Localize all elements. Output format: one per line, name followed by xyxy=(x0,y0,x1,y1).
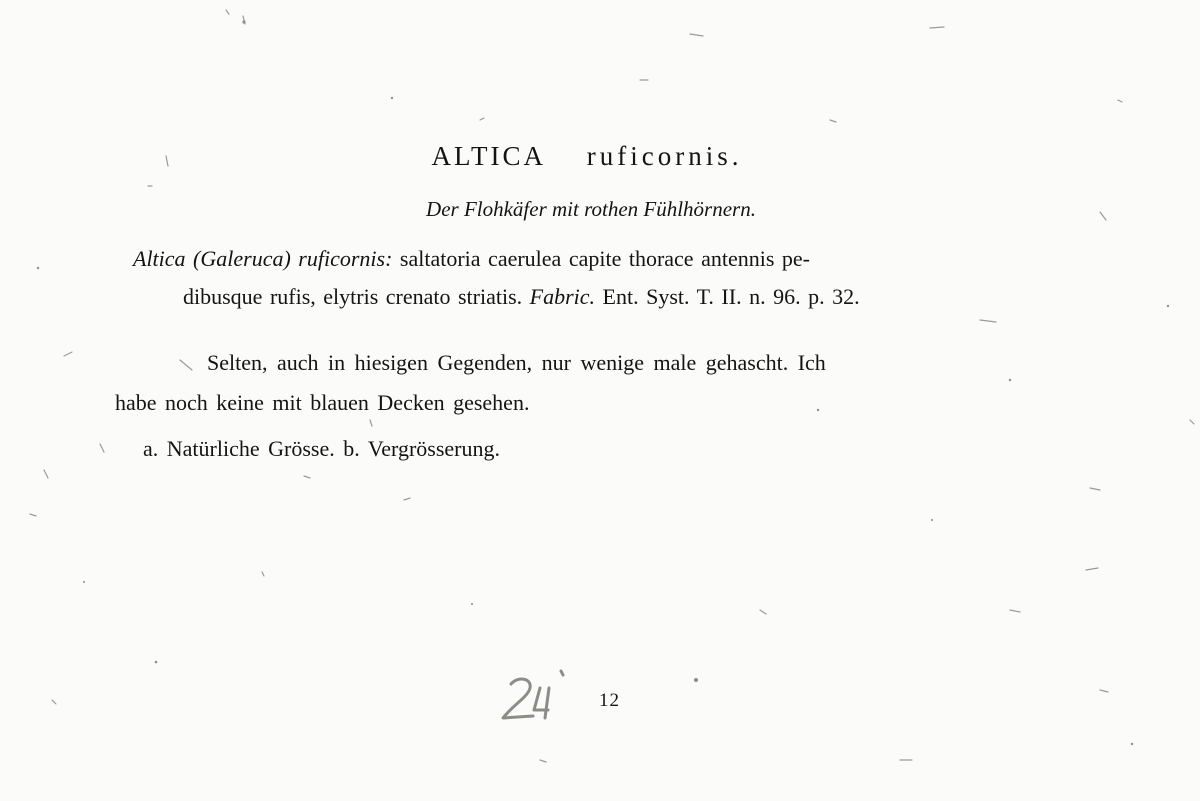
note-line-2: habe noch keine mit blauen Decken gesehen. xyxy=(115,390,530,415)
description-text-1: saltatoria caerulea capite thorace antennis pe- xyxy=(399,246,810,271)
figure-legend: a. Natürliche Grösse. b. Vergrösserung. xyxy=(143,436,500,461)
page-number: 12 xyxy=(599,690,620,711)
description-species: ruficornis: xyxy=(298,246,393,271)
reference-author: Fabric. xyxy=(529,284,596,309)
reference-citation: Ent. Syst. T. II. n. 96. p. 32. xyxy=(602,284,860,309)
note-line-1: Selten, auch in hiesigen Gegenden, nur wenige male gehascht. Ich xyxy=(207,350,826,375)
german-common-name: Der Flohkäfer mit rothen Fühlhörnern. xyxy=(426,197,756,221)
title-genus: ALTICA xyxy=(431,141,547,171)
description-genus: Altica xyxy=(133,246,186,271)
title-species: ruficornis. xyxy=(586,141,743,171)
description-text-2: dibusque rufis, elytris crenato striatis. xyxy=(183,284,523,309)
description-subgenus: (Galeruca) xyxy=(193,246,291,271)
